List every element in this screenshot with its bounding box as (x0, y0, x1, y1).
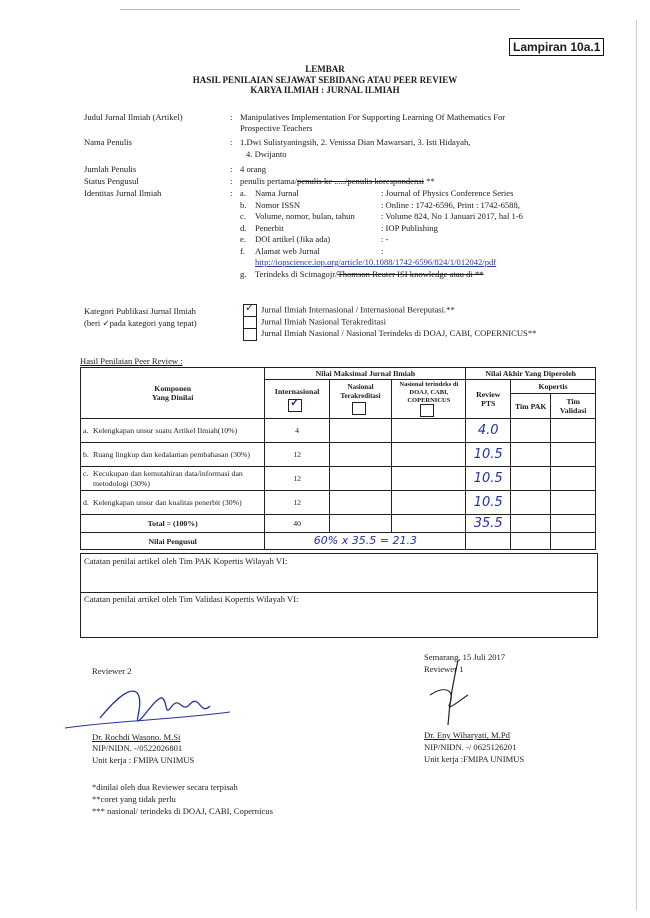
kategori-checkbox[interactable] (243, 328, 257, 341)
score-table (80, 367, 596, 550)
reviewer1-name: Dr. Eny Wiharyati, M.Pd (424, 730, 510, 740)
tim-pak-cell (511, 491, 551, 515)
row-letter: b. (83, 450, 89, 460)
nasional-cell (329, 443, 391, 467)
kategori-option (243, 316, 596, 328)
intl-cell: 12 (265, 443, 330, 467)
nasional-label: Nasional Terakreditasi (340, 383, 381, 400)
terindeks-plain: Terindeks di Scimagojr/ (255, 269, 338, 279)
nasional-idx-header (392, 380, 466, 419)
review-cell: 4.0 (466, 419, 511, 443)
penulis-label: Nama Penulis (84, 137, 132, 147)
header-line-3: KARYA ILMIAH : JURNAL ILMIAH (250, 85, 400, 96)
row-letter: c. (83, 469, 89, 479)
footnote: *** nasional/ terindeks di DOAJ, CABI, Copernicus (92, 806, 273, 816)
terindeks-letter: g. (240, 269, 247, 279)
colon: : (230, 137, 233, 147)
penulis-value-2: 4. Dwijanto (246, 149, 287, 159)
tim-validasi-cell (551, 443, 596, 467)
table-row (81, 419, 596, 443)
header-line-2: HASIL PENILAIAN SEJAWAT SEBIDANG ATAU PEER REVIEW (192, 74, 458, 85)
identitas-value: : - (381, 234, 389, 244)
tim-validasi-cell (551, 533, 596, 550)
identitas-row (240, 200, 600, 212)
reviewer1-nip: NIP/NIDN. -/ 0625126201 (424, 742, 517, 752)
status-value-plain: penulis pertama/ (240, 176, 298, 186)
komponen-cell (81, 491, 265, 515)
komponen-cell (81, 443, 265, 467)
identitas-letter: d. (240, 222, 247, 233)
footnote: **coret yang tidak perlu (92, 794, 176, 804)
komponen-cell (81, 467, 265, 491)
tim-pak-header: Tim PAK (511, 394, 551, 419)
document-header (0, 64, 650, 96)
identitas-value: : IOP Publishing (381, 222, 438, 233)
lampiran-label: Lampiran 10a.1 (509, 38, 604, 56)
identitas-value: : Volume 824, No 1 Januari 2017, hal 1-6 (381, 211, 523, 221)
komponen-header-2: Yang Dinilai (151, 393, 194, 403)
tim-pak-cell (511, 467, 551, 491)
row-letter: d. (83, 498, 89, 508)
kategori-label-2: (beri ✓pada kategori yang tepat) (84, 318, 197, 328)
identitas-value: : Online : 1742-6596, Print : 1742-6588, (381, 199, 520, 210)
identitas-list (240, 188, 600, 281)
nasional-cell (329, 419, 391, 443)
kategori-option-label: Jurnal Ilmiah Nasional / Nasional Terindeks di DOAJ, CABI, COPERNICUS** (261, 328, 537, 338)
status-value-tail: ** (424, 176, 435, 186)
kategori-options (243, 304, 596, 338)
identitas-row (240, 246, 600, 258)
judul-value-2: Prospective Teachers (240, 123, 313, 133)
reviewer2-unit: Unit kerja : FMIPA UNIMUS (92, 755, 195, 765)
internasional-label: Internasional (274, 386, 320, 396)
identitas-row (240, 188, 600, 200)
nasional-cell (329, 515, 391, 533)
identitas-letter: f. (240, 245, 246, 256)
catatan-pak-box (80, 553, 598, 593)
identitas-row (240, 211, 600, 223)
total-row (81, 515, 596, 533)
kategori-option-label: Jurnal Ilmiah Nasional Terakreditasi (261, 316, 387, 327)
colon: : (230, 176, 233, 186)
kategori-option (243, 328, 596, 338)
status-value (240, 176, 435, 186)
identitas-letter: e. (240, 234, 246, 244)
row-letter: a. (83, 426, 89, 436)
kategori-label-1: Kategori Publikasi Jurnal Ilmiah (84, 306, 196, 316)
row-komponen: Kelengkapan unsur dan kualitas penerbit (30%) (93, 498, 242, 508)
journal-web-link[interactable]: http://iopscience.iop.org/article/10.1088/1742-6596/824/1/012042/pdf (255, 257, 497, 267)
komponen-header-1: Komponen (154, 383, 192, 393)
hasil-label: Hasil Penilaian Peer Review : (80, 356, 183, 366)
nasional-cell (329, 467, 391, 491)
status-value-strike: penulis ke ...../penulis korespondensi (297, 176, 425, 186)
colon: : (230, 164, 233, 174)
review-pts-header: Review PTS (466, 380, 511, 419)
penulis-value-1: 1.Dwi Sulistyaningsih, 2. Venissa Dian Mawarsari, 3. Isti Hidayah, (240, 137, 471, 147)
pengusul-row (81, 533, 596, 550)
total-review: 35.5 (466, 515, 511, 533)
scan-top-line (120, 9, 520, 10)
nasional-checkbox[interactable] (352, 402, 366, 415)
row-komponen: Kecukupan dan kemutahiran data/informasi dan metodologi (30%) (93, 469, 243, 488)
tim-validasi-cell (551, 467, 596, 491)
terindeks-row (240, 269, 600, 281)
catatan-validasi-label: Catatan penilai artikel oleh Tim Validasi Kopertis Wilayah VI: (84, 594, 299, 604)
nilai-akhir-header: Nilai Akhir Yang Diperoleh (466, 368, 596, 380)
tim-validasi-cell (551, 491, 596, 515)
nasional-idx-checkbox[interactable] (420, 404, 434, 417)
kopertis-header: Kopertis (511, 380, 596, 394)
reviewer1-date: Semarang, 15 Juli 2017 (424, 652, 506, 662)
review-cell (466, 533, 511, 550)
intl-cell: 4 (265, 419, 330, 443)
table-row (81, 467, 596, 491)
judul-label: Judul Jurnal Ilmiah (Artikel) (84, 112, 183, 122)
identitas-key: Volume, nomor, bulan, tahun (255, 211, 355, 221)
reviewer2-name: Dr. Rochdi Wasono. M.Si (92, 732, 181, 742)
nasional-idx-cell (392, 515, 466, 533)
nasional-header (329, 380, 391, 419)
total-intl: 40 (265, 515, 330, 533)
review-cell: 10.5 (466, 491, 511, 515)
header-line-1: LEMBAR (305, 64, 345, 74)
identitas-value: : (381, 245, 384, 256)
reviewer1-title: Reviewer 1 (424, 664, 464, 674)
row-komponen: Ruang lingkup dan kedalaman pembahasan (30%) (93, 450, 250, 460)
reviewer1-signature (420, 655, 500, 735)
tim-pak-cell (511, 533, 551, 550)
kategori-option-label: Jurnal Ilmiah Internasional / Internasional Bereputasi.** (261, 304, 455, 315)
pengusul-value-text: 60% x 35.5 = 21.3 (313, 534, 417, 547)
terindeks-text (255, 269, 484, 279)
identitas-key: Nomor ISSN (255, 199, 301, 210)
nasional-idx-cell (392, 443, 466, 467)
intl-cell: 12 (265, 467, 330, 491)
internasional-checkbox[interactable] (288, 399, 302, 412)
nasional-idx-cell (392, 419, 466, 443)
identitas-row (240, 234, 600, 246)
identitas-key: Penerbit (255, 222, 284, 233)
tim-validasi-cell (551, 419, 596, 443)
identitas-letter: b. (240, 199, 247, 210)
table-row (81, 491, 596, 515)
identitas-key: Nama Jurnal (255, 188, 299, 198)
identitas-value: : Journal of Physics Conference Series (381, 188, 514, 198)
nasional-idx-cell (392, 467, 466, 491)
reviewer2-nip: NIP/NIDN. -/0522026801 (92, 743, 183, 753)
terindeks-strike: Thomson Reuter ISI knowledge atau di ** (337, 269, 484, 279)
komponen-header (81, 368, 265, 419)
judul-value-1: Manipulatives Implementation For Supporting Learning Of Mathematics For (240, 112, 506, 122)
colon: : (230, 112, 233, 122)
nasional-cell (329, 491, 391, 515)
reviewer2-title: Reviewer 2 (92, 666, 132, 676)
identitas-key: Alamat web Jurnal (255, 245, 320, 256)
nasional-idx-cell (392, 491, 466, 515)
nasional-idx-label: Nasional terindeks di DOAJ, CABI, COPERNICUS (399, 381, 459, 404)
catatan-pak-label: Catatan penilai artikel oleh Tim PAK Kopertis Wilayah VI: (84, 556, 288, 566)
jumlah-label: Jumlah Penulis (84, 164, 137, 174)
colon: : (230, 188, 233, 198)
identitas-letter: a. (240, 188, 246, 198)
review-cell: 10.5 (466, 443, 511, 467)
table-row (81, 443, 596, 467)
status-label: Status Pengusul (84, 176, 139, 186)
tim-pak-cell (511, 515, 551, 533)
nilai-maks-header: Nilai Maksimal Jurnal Ilmiah (265, 368, 466, 380)
review-cell: 10.5 (466, 467, 511, 491)
identitas-label: Identitas Jurnal Ilmiah (84, 188, 162, 198)
jumlah-value: 4 orang (240, 164, 267, 174)
catatan-validasi-box (80, 591, 598, 638)
identitas-row (240, 223, 600, 235)
intl-cell: 12 (265, 491, 330, 515)
kategori-option (243, 304, 596, 316)
tim-pak-cell (511, 443, 551, 467)
pengusul-label: Nilai Pengusul (81, 533, 265, 550)
internasional-header (265, 380, 330, 419)
pengusul-value (265, 533, 466, 550)
tim-validasi-header: Tim Validasi (551, 394, 596, 419)
footnote: *dinilai oleh dua Reviewer secara terpisah (92, 782, 238, 792)
web-url-row (240, 257, 600, 269)
reviewer1-unit: Unit kerja :FMIPA UNIMUS (424, 754, 525, 764)
total-label: Total = (100%) (81, 515, 265, 533)
identitas-key: DOI artikel (Jika ada) (255, 234, 331, 244)
scan-right-edge (636, 20, 637, 910)
identitas-letter: c. (240, 211, 246, 221)
komponen-cell (81, 419, 265, 443)
row-komponen: Kelengkapan unsur suatu Artikel Ilmiah(10%) (93, 426, 238, 436)
tim-pak-cell (511, 419, 551, 443)
tim-validasi-cell (551, 515, 596, 533)
